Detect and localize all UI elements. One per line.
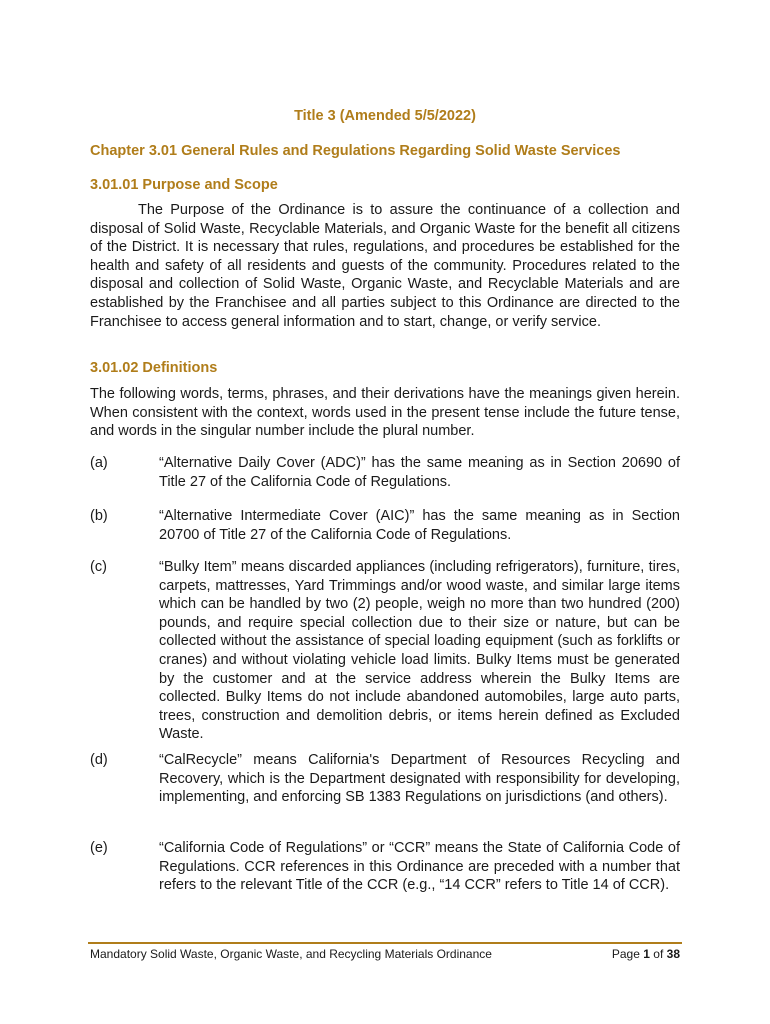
- footer-page-number: [612, 947, 680, 961]
- section-heading-purpose: 3.01.01 Purpose and Scope: [90, 177, 278, 193]
- footer-divider: [88, 942, 682, 944]
- definition-text: “Alternative Intermediate Cover (AIC)” has the same meaning as in Section 20700 of Title 27 of the California Code of Regulations.: [159, 508, 680, 543]
- definitions-intro: The following words, terms, phrases, and their derivations have the meanings given herein. When consistent with the context, words used in the present tense include the future tense, and words in the singular number include the plural number.: [90, 386, 680, 440]
- of-word: of: [653, 947, 664, 961]
- chapter-heading: Chapter 3.01 General Rules and Regulations Regarding Solid Waste Services: [90, 143, 621, 159]
- purpose-paragraph: The Purpose of the Ordinance is to assure the continuance of a collection and disposal of Solid Waste, Recyclable Materials, and Organic Waste for the benefit all citizens of the District. It is necessary that rules, regulations, and procedures be established for the health and safety of all residents and guests of the community. Procedures related to the disposal and collection of Solid Waste, Organic Waste, and Recyclable Materials and are established by the Franchisee and all parties subject to this Ordinance are directed to the Franchisee to access general information and to start, change, or verify service.: [90, 202, 680, 330]
- definition-label: (c): [90, 559, 107, 575]
- current-page: 1: [643, 947, 650, 961]
- footer-document-name: Mandatory Solid Waste, Organic Waste, and Recycling Materials Ordinance: [90, 947, 492, 961]
- page-word: Page: [611, 947, 640, 961]
- definition-text: “CalRecycle” means California's Department of Resources Recycling and Recovery, which is the Department designated with responsibility for developing, implementing, and enforcing SB 1383 Regulations on jurisdictions (and others).: [159, 752, 680, 806]
- section-heading-definitions: 3.01.02 Definitions: [90, 360, 218, 376]
- definition-text: “California Code of Regulations” or “CCR” means the State of California Code of Regulations. CCR references in this Ordinance are preceded with a number that refers to the relevant Title of the CCR (e.g., “14 CCR” refers to Title 14 of CCR).: [159, 840, 680, 894]
- definition-text: “Bulky Item” means discarded appliances (including refrigerators), furniture, tires, carpets, mattresses, Yard Trimmings and/or wood waste, and similar large items which can be handled by two (2) people, weigh no more than two hundred (200) pounds, and require special collection due to their size or nature, but can be collected without the assistance of special loading equipment (such as forklifts or cranes) and without violating vehicle load limits. Bulky Items must be generated by the customer and at the service address wherein the Bulky Items are collected. Bulky Items do not include abandoned automobiles, large auto parts, trees, construction and demolition debris, or items herein defined as Excluded Waste.: [159, 559, 680, 743]
- definition-label: (d): [90, 752, 108, 768]
- definition-label: (b): [90, 508, 108, 524]
- definition-label: (a): [90, 455, 108, 471]
- definition-label: (e): [90, 840, 108, 856]
- total-pages: 38: [666, 947, 680, 961]
- document-title: Title 3 (Amended 5/5/2022): [294, 108, 476, 124]
- definition-text: “Alternative Daily Cover (ADC)” has the same meaning as in Section 20690 of Title 27 of the California Code of Regulations.: [159, 455, 680, 490]
